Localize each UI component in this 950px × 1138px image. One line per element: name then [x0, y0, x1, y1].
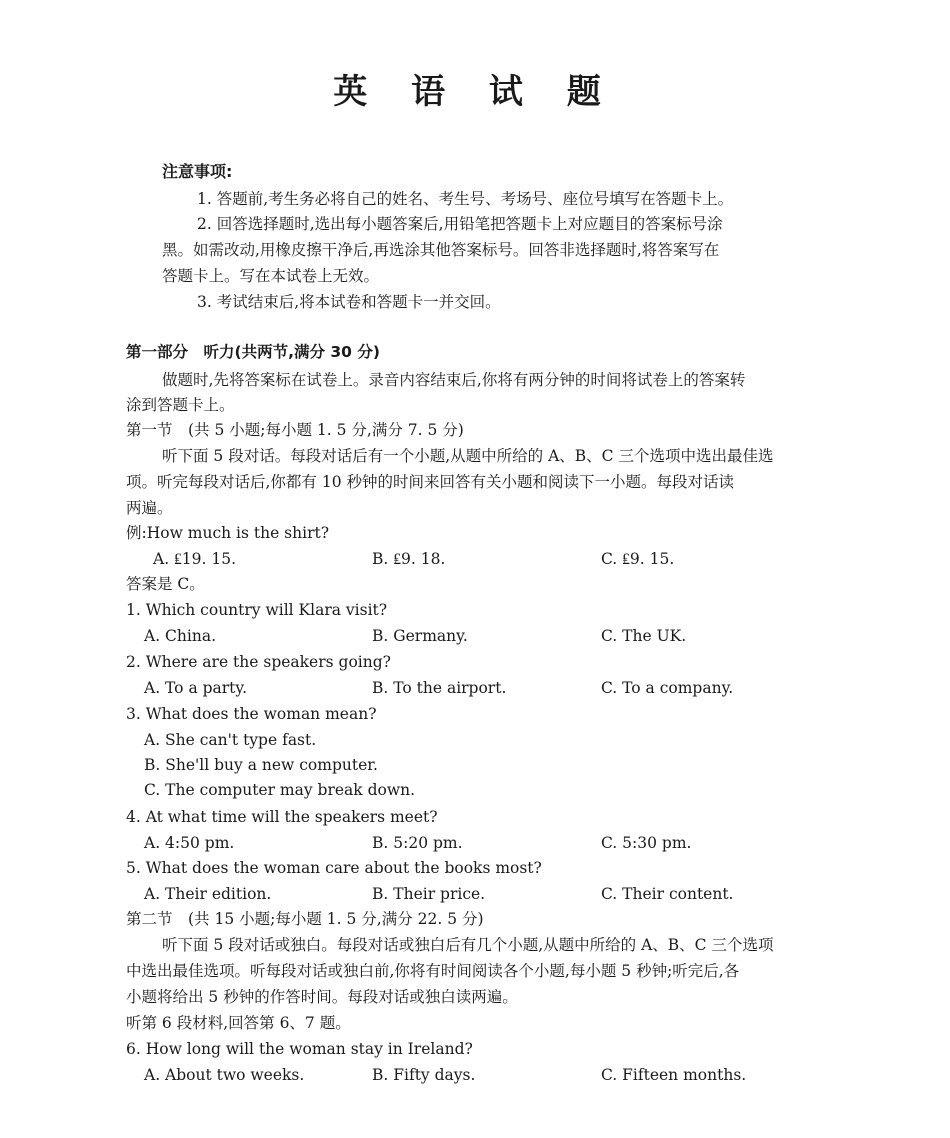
page-title: 英 语 试 题 — [333, 72, 617, 112]
example-question: 例:How much is the shirt? — [126, 524, 330, 542]
question-6: 6. How long will the woman stay in Ireland? — [126, 1040, 473, 1058]
section1-instruction-line: 听下面 5 段对话。每段对话后有一个小题,从题中所给的 A、B、C 三个选项中选出最佳选 — [162, 447, 774, 465]
q3-option-b: B. She'll buy a new computer. — [144, 756, 378, 774]
question-4: 4. At what time will the speakers meet? — [126, 808, 438, 826]
q4-option-a: A. 4:50 pm. — [144, 834, 235, 852]
question-2: 2. Where are the speakers going? — [126, 653, 391, 671]
q5-option-b: B. Their price. — [372, 885, 486, 903]
q1-option-c: C. The UK. — [601, 627, 687, 645]
notes-line: 3. 考试结束后,将本试卷和答题卡一并交回。 — [197, 293, 501, 311]
q3-option-c: C. The computer may break down. — [144, 781, 416, 799]
notes-line: 答题卡上。写在本试卷上无效。 — [162, 267, 380, 285]
section1-instruction-line: 项。听完每段对话后,你都有 10 秒钟的时间来回答有关小题和阅读下一小题。每段对话读 — [126, 473, 735, 491]
notes-line: 黑。如需改动,用橡皮擦干净后,再选涂其他答案标号。回答非选择题时,将答案写在 — [162, 241, 720, 259]
question-5: 5. What does the woman care about the books most? — [126, 859, 542, 877]
section2-instruction-line: 听下面 5 段对话或独白。每段对话或独白后有几个小题,从题中所给的 A、B、C 三个选项 — [162, 936, 774, 954]
part1-intro-line: 涂到答题卡上。 — [126, 396, 235, 414]
material-instruction: 听第 6 段材料,回答第 6、7 题。 — [126, 1014, 351, 1032]
q2-option-a: A. To a party. — [144, 679, 248, 697]
q1-option-a: A. China. — [144, 627, 216, 645]
q6-option-a: A. About two weeks. — [144, 1066, 305, 1084]
question-1: 1. Which country will Klara visit? — [126, 601, 388, 619]
example-answer: 答案是 C。 — [126, 575, 205, 593]
q4-option-c: C. 5:30 pm. — [601, 834, 692, 852]
question-3: 3. What does the woman mean? — [126, 705, 377, 723]
q6-option-b: B. Fifty days. — [372, 1066, 476, 1084]
q4-option-b: B. 5:20 pm. — [372, 834, 463, 852]
q3-option-a: A. She can't type fast. — [144, 731, 317, 749]
part1-intro-line: 做题时,先将答案标在试卷上。录音内容结束后,你将有两分钟的时间将试卷上的答案转 — [162, 371, 746, 389]
section2-heading: 第二节 (共 15 小题;每小题 1. 5 分,满分 22. 5 分) — [126, 910, 484, 928]
notes-line: 2. 回答选择题时,选出每小题答案后,用铅笔把答题卡上对应题目的答案标号涂 — [197, 215, 723, 233]
section1-heading: 第一节 (共 5 小题;每小题 1. 5 分,满分 7. 5 分) — [126, 421, 464, 439]
part1-heading: 第一部分 听力(共两节,满分 30 分) — [126, 343, 380, 361]
q6-option-c: C. Fifteen months. — [601, 1066, 747, 1084]
example-option-a: A. ₤19. 15. — [153, 550, 237, 568]
q2-option-b: B. To the airport. — [372, 679, 507, 697]
q1-option-b: B. Germany. — [372, 627, 468, 645]
section1-instruction-line: 两遍。 — [126, 499, 173, 517]
section2-instruction-line: 小题将给出 5 秒钟的作答时间。每段对话或独白读两遍。 — [126, 988, 518, 1006]
notes-heading: 注意事项: — [162, 162, 233, 181]
q5-option-a: A. Their edition. — [144, 885, 272, 903]
q5-option-c: C. Their content. — [601, 885, 734, 903]
notes-line: 1. 答题前,考生务必将自己的姓名、考生号、考场号、座位号填写在答题卡上。 — [197, 190, 734, 208]
q2-option-c: C. To a company. — [601, 679, 734, 697]
example-option-c: C. ₤9. 15. — [601, 550, 675, 568]
example-option-b: B. ₤9. 18. — [372, 550, 446, 568]
section2-instruction-line: 中选出最佳选项。听每段对话或独白前,你将有时间阅读各个小题,每小题 5 秒钟;听完后,各 — [126, 962, 740, 980]
